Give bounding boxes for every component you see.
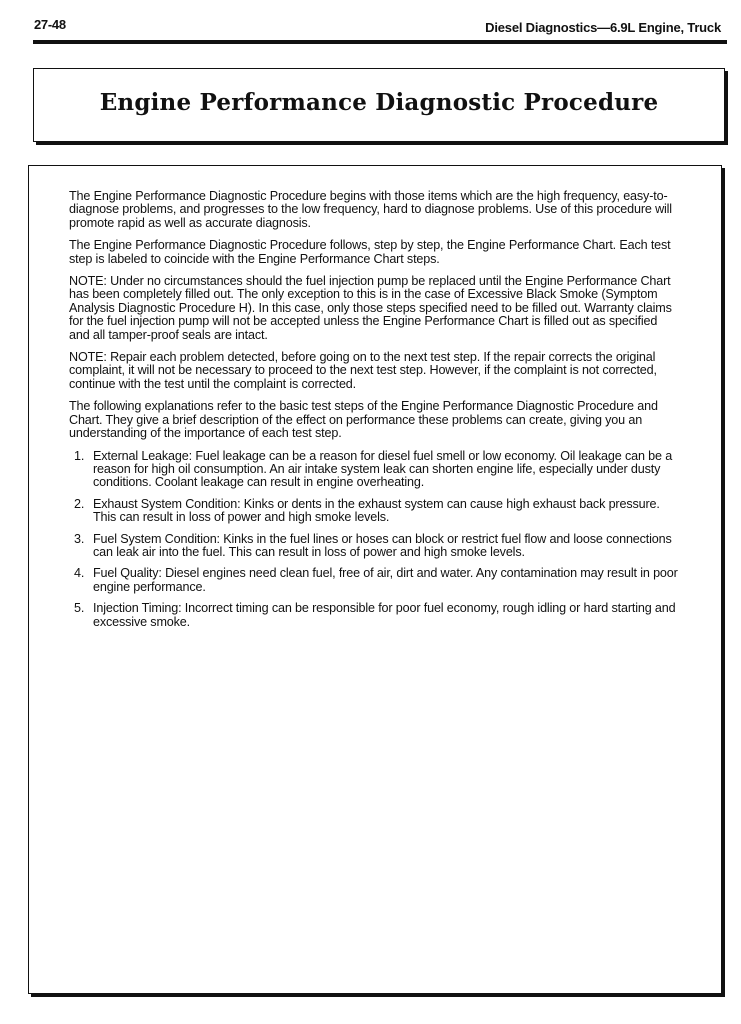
header-rule <box>33 40 727 44</box>
procedure-paragraph: The Engine Performance Diagnostic Procedure follows, step by step, the Engine Performance Chart. Each test step is labeled to coincide with the Engine Performance Chart steps. <box>69 238 671 266</box>
note-injection-pump: NOTE: Under no circumstances should the fuel injection pump be replaced until the Engine Performance Chart has been completely filled out. The only exception to this is in the case of Excessive Black Smoke (Symptom Analysis Diagnostic Procedure H). In this case, only those steps specified need to be filled out. Warranty claims for the fuel injection pump will not be accepted unless the Engine Performance Chart is filled out as specified and all tamper-proof seals are intact. <box>69 274 672 342</box>
running-head: Diesel Diagnostics—6.9L Engine, Truck <box>485 20 721 35</box>
list-item <box>69 533 679 560</box>
list-item <box>69 602 679 629</box>
intro-paragraph: The Engine Performance Diagnostic Procedure begins with those items which are the high frequency, easy-to-diagnose problems, and progresses to the low frequency, hard to diagnose problems. Use of this procedure will promote rapid as well as accurate diagnosis. <box>69 189 672 230</box>
title-box <box>33 68 725 142</box>
step-number: 5. <box>74 601 85 616</box>
list-item <box>69 498 679 525</box>
step-text: External Leakage: Fuel leakage can be a reason for diesel fuel smell or low economy. Oil leakage can be a reason for high oil consumption. An air intake system leak can shorten engine life, especially under dusty conditions. Coolant leakage can result in engine overheating. <box>93 448 673 490</box>
step-text: Fuel Quality: Diesel engines need clean fuel, free of air, dirt and water. Any contamination may result in poor engine performance. <box>93 566 678 594</box>
list-item <box>69 567 679 594</box>
content-body <box>69 190 679 637</box>
step-number: 2. <box>74 496 85 511</box>
page-title: Engine Performance Diagnostic Procedure <box>99 89 659 116</box>
step-text: Injection Timing: Incorrect timing can be responsible for poor fuel economy, rough idling or hard starting and excessive smoke. <box>93 601 676 629</box>
step-number: 3. <box>74 531 85 546</box>
note-repair: NOTE: Repair each problem detected, before going on to the next test step. If the repair corrects the original complaint, it will not be necessary to proceed to the next test step. However, if the complaint is not corrected, continue with the test until the complaint is corrected. <box>69 350 657 391</box>
explanations-paragraph: The following explanations refer to the basic test steps of the Engine Performance Diagnostic Procedure and Chart. They give a brief description of the effect on performance these problems can create, giving you an understanding of the importance of each test step. <box>69 399 658 441</box>
step-text: Fuel System Condition: Kinks in the fuel lines or hoses can block or restrict fuel flow and loose connections can leak air into the fuel. This can result in loss of power and high smoke levels. <box>93 531 672 559</box>
page-number: 27-48 <box>34 17 66 32</box>
step-text: Exhaust System Condition: Kinks or dents in the exhaust system can cause high exhaust back pressure. This can result in loss of power and high smoke levels. <box>93 496 660 525</box>
test-steps-list <box>69 450 679 629</box>
step-number: 4. <box>74 566 85 581</box>
step-number: 1. <box>74 448 85 463</box>
list-item <box>69 450 679 490</box>
content-box <box>28 165 722 994</box>
